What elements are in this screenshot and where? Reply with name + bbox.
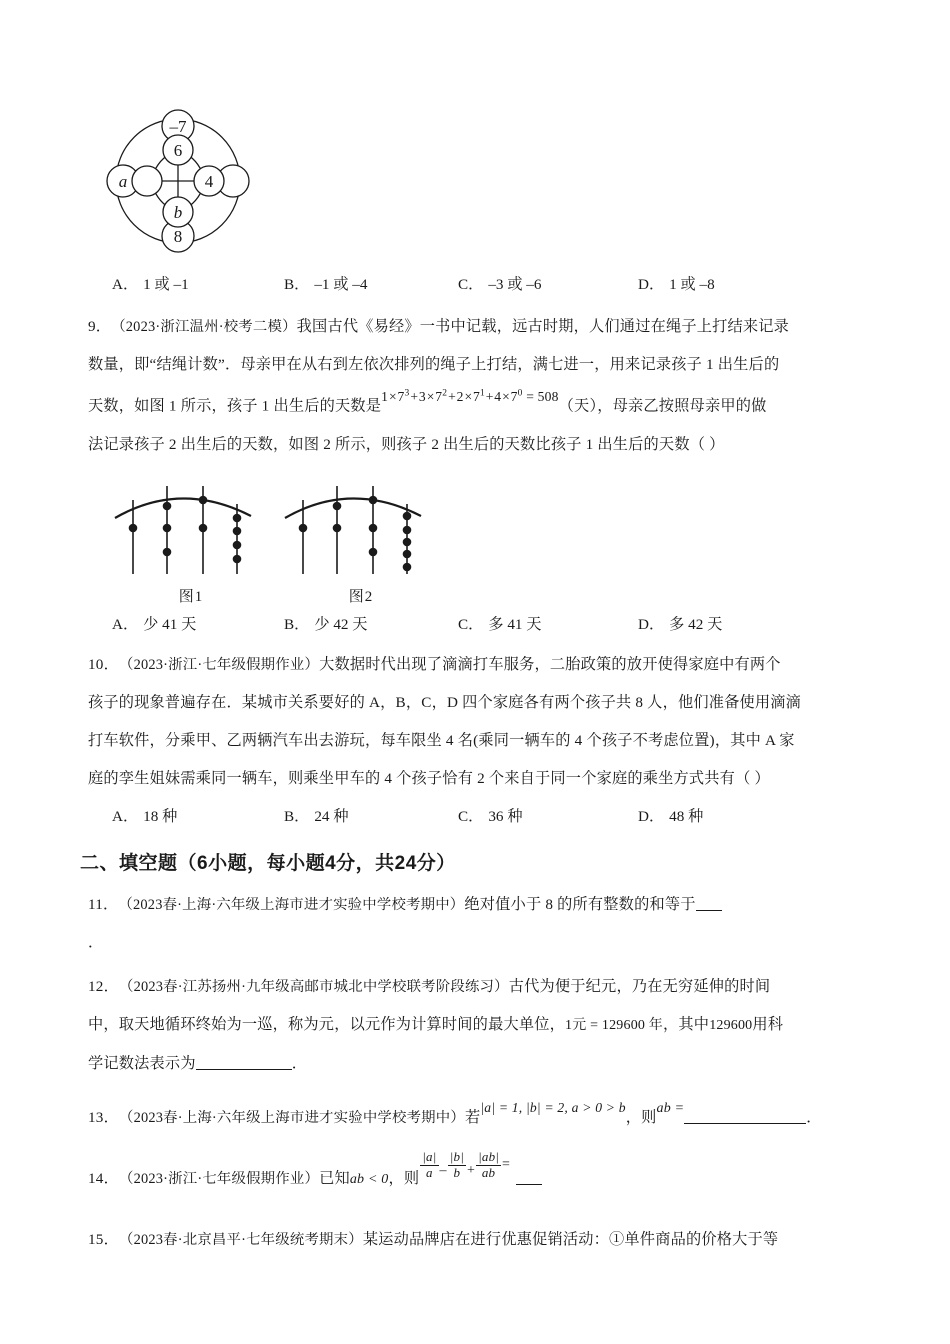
q9-line-2: [88, 346, 872, 384]
q9-line1-text: 我国古代《易经》一书中记载，远古时期，人们通过在绳子上打结来记录: [296, 318, 790, 335]
q13-formula: |a| = 1, |b| = 2, a > 0 > b: [480, 1099, 626, 1115]
q14-answer-blank[interactable]: [516, 1184, 542, 1185]
q10-line1-text: 大数据时代出现了滴滴打车服务，二胎政策的放开使得家庭中有两个: [319, 655, 781, 673]
q9-line3-pre: 天数，如图 1 所示，孩子 1 出生后的天数是: [88, 397, 382, 415]
q13-source: （2023春·上海·六年级上海市进才实验中学校考期中）: [118, 1109, 465, 1126]
q12-number-value: 129600: [709, 1017, 753, 1033]
q14-word-known: 已知: [319, 1169, 350, 1187]
q10-option-c-label: C．: [458, 807, 484, 825]
q14-source: （2023·浙江·七年级假期作业）: [118, 1170, 320, 1187]
q12-line-2: [88, 1006, 872, 1045]
q9-line4-text: 法记录孩子 2 出生后的天数，如图 2 所示，则孩子 2 出生后的天数比孩子 1 出生后的天数（ ）: [88, 435, 725, 453]
q9-option-d[interactable]: [638, 608, 722, 642]
q14-frac1-top: |a|: [422, 1149, 437, 1164]
q9-option-c-label: C．: [458, 615, 484, 633]
q12-answer-blank[interactable]: [196, 1069, 292, 1070]
q12-formula: 1元 = 129600 年: [565, 1017, 664, 1033]
q12-line-1: [88, 968, 872, 1006]
q11-text: 绝对值小于 8 的所有整数的和等于: [464, 895, 696, 913]
q14-comma: ，则: [388, 1169, 420, 1187]
q9-option-a[interactable]: [112, 608, 284, 642]
q14-operator-2: +: [466, 1162, 476, 1178]
q11-line-1: [88, 886, 872, 924]
q14-number: 14．: [88, 1169, 119, 1187]
q10-line-2: [88, 684, 872, 722]
q9-option-d-label: D．: [638, 615, 665, 633]
figure-2-svg: [281, 478, 441, 578]
q8-option-d-label: D．: [638, 276, 665, 293]
q8-option-a[interactable]: [112, 268, 284, 302]
q10-option-a[interactable]: [112, 800, 284, 834]
q10-option-d[interactable]: [638, 800, 703, 834]
q15-source: （2023春·北京昌平·七年级统考期末）: [118, 1231, 363, 1248]
q12-line2-a: 中，取天地循环终始为一巡，称为元，以元作为计算时间的最大单位，: [88, 1015, 566, 1033]
q10-source: （2023·浙江·七年级假期作业）: [118, 656, 320, 673]
q10-option-d-text: 48 种: [669, 807, 704, 825]
q11-period: ．: [88, 933, 104, 951]
q9-line-3: [88, 384, 872, 426]
q10-number: 10．: [88, 655, 119, 673]
q14-frac2-top: |b|: [449, 1149, 464, 1164]
q10-option-b-label: B．: [284, 807, 310, 825]
q10-option-a-text: 18 种: [143, 807, 178, 825]
q15-number: 15．: [88, 1230, 119, 1248]
figure-1-svg: [111, 478, 271, 578]
q15-line-1: [88, 1221, 872, 1259]
q8-option-c-text: –3 或 –6: [488, 276, 542, 293]
q14-frac2-bot: b: [453, 1164, 461, 1180]
q11-source: （2023春·上海·六年级上海市进才实验中学校考期中）: [118, 896, 465, 913]
q10-line-4: [88, 760, 872, 798]
q13-line-1: [88, 1099, 872, 1138]
q9-number: 9．: [88, 318, 112, 335]
q13-result-var: ab =: [656, 1100, 685, 1116]
q12-line2-c: 用科: [752, 1015, 784, 1033]
q14-fraction-1: [420, 1150, 438, 1180]
circle-value-outer-left: a: [118, 172, 128, 191]
q9-option-a-text: 少 41 天: [143, 615, 197, 633]
q12-source: （2023春·江苏扬州·九年级高邮市城北中学校联考阶段练习）: [118, 978, 509, 995]
figure-rope-knots: [106, 478, 872, 606]
q8-option-b-label: B．: [284, 276, 310, 293]
q10-option-c-text: 36 种: [488, 807, 523, 825]
circle-value-inner-right: 4: [204, 172, 214, 191]
q10-line3-text: 打车软件，分乘甲、乙两辆汽车出去游玩，每车限坐 4 名(乘同一辆车的 4 个孩子不考虑位置)，其中 A 家: [88, 731, 795, 749]
q14-fraction-2: [448, 1150, 466, 1180]
q8-option-a-label: A．: [112, 276, 139, 293]
q14-operator-1: –: [439, 1162, 447, 1178]
q8-option-d-text: 1 或 –8: [669, 276, 715, 293]
q10-option-a-label: A．: [112, 807, 139, 825]
q9-option-b[interactable]: [284, 608, 458, 642]
q14-frac3-bot: ab: [481, 1164, 496, 1180]
q9-source: （2023·浙江温州·校考二模）: [111, 319, 297, 335]
circle-puzzle-svg: [98, 104, 258, 259]
q14-frac1-bot: a: [426, 1164, 433, 1180]
q14-expression: [419, 1151, 510, 1190]
figure-2-block: [276, 478, 446, 606]
q11-number: 11．: [88, 895, 119, 913]
q9-options: [88, 608, 872, 642]
q12-line2-b: ，其中: [663, 1015, 710, 1033]
figure-circle-puzzle: [98, 104, 872, 264]
q8-option-b[interactable]: [284, 268, 458, 302]
q14-equals: =: [502, 1156, 511, 1172]
q12-period: ．: [291, 1054, 308, 1072]
q13-number: 13．: [88, 1108, 119, 1126]
q9-line2-text: 数量，即“结绳计数”．母亲甲在从右到左依次排列的绳子上打结，满七进一，用来记录孩子 1 出生后的: [88, 356, 780, 373]
q9-option-a-label: A．: [112, 615, 139, 633]
q10-line-3: [88, 722, 872, 760]
q10-option-b[interactable]: [284, 800, 458, 834]
q9-line3-post: （天），母亲乙按照母亲甲的做: [558, 397, 767, 415]
q12-line-3: [88, 1045, 872, 1083]
q9-line-1: [88, 308, 872, 346]
page-content: [80, 104, 872, 1259]
figure-1-caption: 图1: [178, 588, 204, 605]
q14-line-1: [88, 1149, 872, 1199]
q10-line2-text: 孩子的现象普遍存在．某城市关系要好的 A，B，C，D 四个家庭各有两个孩子共 8 人，他们准备使用滴滴: [88, 693, 802, 711]
figure-2-caption: 图2: [348, 588, 374, 605]
q12-line3-text: 学记数法表示为: [88, 1054, 196, 1072]
q10-options: [88, 800, 872, 834]
q14-frac3-top: |ab|: [478, 1149, 500, 1164]
q9-option-c-text: 多 41 天: [488, 615, 542, 633]
q10-option-b-text: 24 种: [314, 807, 349, 825]
circle-value-inner-bottom: b: [173, 203, 183, 222]
q8-option-c[interactable]: [458, 268, 638, 302]
q11-line-2: [88, 924, 872, 962]
q15-text: 某运动品牌店在进行优惠促销活动：①单件商品的价格大于等: [362, 1230, 779, 1248]
figure-1-block: [106, 478, 276, 606]
q8-option-d[interactable]: [638, 268, 715, 302]
q8-option-a-text: 1 或 –1: [143, 276, 189, 293]
q12-number: 12．: [88, 977, 119, 995]
q10-line-1: [88, 646, 872, 684]
q9-option-d-text: 多 42 天: [669, 615, 723, 633]
q9-formula: $1\times 7^3+3\times 7^2+2\times 7^1+4\times 7^0 = 508$: [381, 388, 559, 404]
q9-option-b-label: B．: [284, 615, 310, 633]
q12-line1-text: 古代为便于纪元，乃在无穷延伸的时间: [508, 977, 771, 995]
q11-answer-blank[interactable]: [696, 910, 722, 911]
q8-option-b-text: –1 或 –4: [314, 276, 368, 293]
q9-option-c[interactable]: [458, 608, 638, 642]
q9-line-4: [88, 426, 872, 464]
q13-word-ruo: 若: [464, 1108, 481, 1126]
q14-condition: ab < 0: [349, 1171, 389, 1187]
q8-option-c-label: C．: [458, 276, 484, 293]
circle-value-inner-top: 6: [173, 141, 183, 160]
q8-options: [88, 268, 872, 302]
q10-option-d-label: D．: [638, 807, 665, 825]
circle-value-outer-bottom: 8: [173, 227, 183, 246]
q13-period: ．: [806, 1108, 822, 1126]
q13-comma: ，则: [625, 1108, 657, 1126]
circle-value-outer-top: –7: [169, 117, 187, 136]
q13-answer-blank[interactable]: [684, 1123, 806, 1124]
q14-fraction-3: [476, 1150, 501, 1180]
q10-option-c[interactable]: [458, 800, 638, 834]
q10-line4-text: 庭的孪生姐妹需乘同一辆车，则乘坐甲车的 4 个孩子恰有 2 个来自于同一个家庭的乘坐方式共有（ ）: [88, 769, 770, 787]
section-2-heading: 二、填空题（6小题，每小题4分，共24分）: [80, 852, 456, 874]
q9-option-b-text: 少 42 天: [314, 615, 368, 633]
